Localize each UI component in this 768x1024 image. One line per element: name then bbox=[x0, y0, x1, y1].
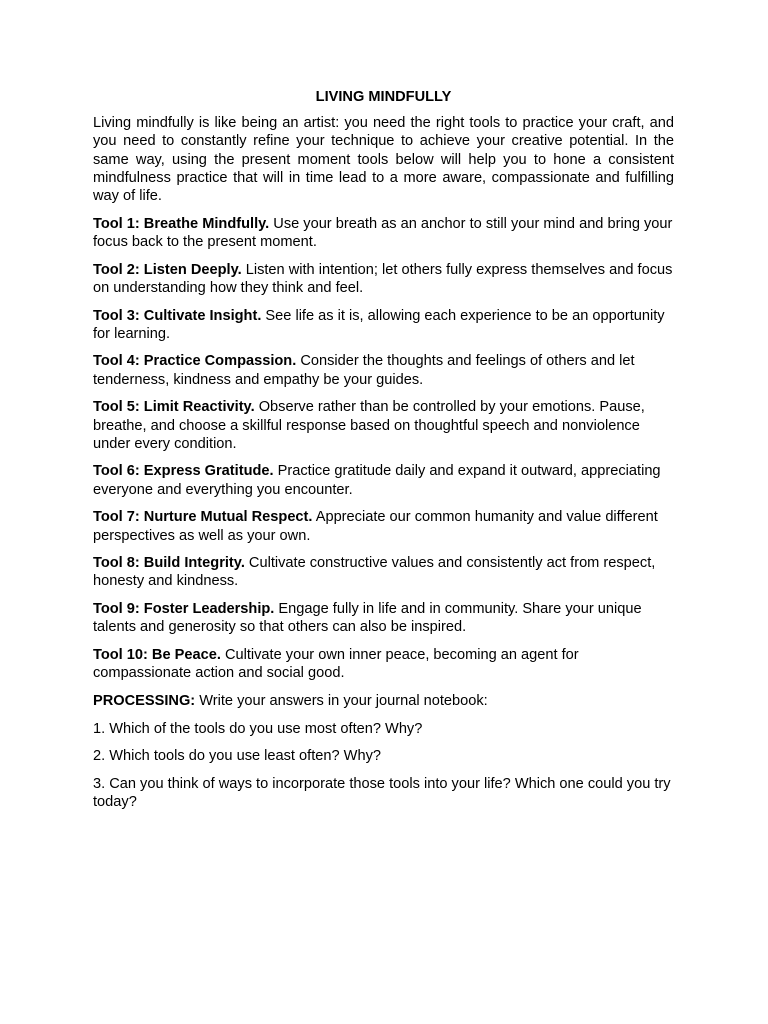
tool-10 bbox=[93, 646, 674, 682]
tool-7-name: Tool 7: Nurture Mutual Respect. bbox=[93, 509, 313, 526]
tool-6 bbox=[93, 462, 674, 498]
intro-paragraph: Living mindfully is like being an artist: you need the right tools to practice your craft, and you need to constantly refine your technique to achieve your creative potential. In the same way, using the present moment tools below will help you to hone a consistent mindfulness practice that will in time lead to a more aware, compassionate and fulfilling way of life. bbox=[93, 115, 674, 205]
document-title: LIVING MINDFULLY bbox=[315, 89, 452, 105]
tool-7 bbox=[93, 508, 674, 544]
tool-8 bbox=[93, 554, 674, 590]
question-1: 1. Which of the tools do you use most often? Why? bbox=[93, 720, 423, 737]
tool-8-name: Tool 8: Build Integrity. bbox=[93, 555, 245, 572]
tool-3-text: See life as it is, allowing each experience to be an opportunity for learning. bbox=[93, 307, 665, 342]
tool-10-name: Tool 10: Be Peace. bbox=[93, 647, 221, 664]
tool-1 bbox=[93, 215, 674, 251]
tool-10-text: Cultivate your own inner peace, becoming an agent for compassionate action and social good. bbox=[93, 647, 579, 682]
tool-4-text: Consider the thoughts and feelings of others and let tenderness, kindness and empathy be your guides. bbox=[93, 353, 635, 388]
document-page bbox=[93, 88, 674, 821]
tool-3-name: Tool 3: Cultivate Insight. bbox=[93, 307, 262, 324]
tool-2-text: Listen with intention; let others fully express themselves and focus on understanding how they think and feel. bbox=[93, 261, 673, 296]
tool-5 bbox=[93, 398, 674, 453]
tool-9-text: Engage fully in life and in community. Share your unique talents and generosity so that others can also be inspired. bbox=[93, 601, 642, 636]
tool-8-text: Cultivate constructive values and consistently act from respect, honesty and kindness. bbox=[93, 555, 656, 590]
tool-1-name: Tool 1: Breathe Mindfully. bbox=[93, 215, 270, 232]
tool-4 bbox=[93, 352, 674, 388]
tool-9-name: Tool 9: Foster Leadership. bbox=[93, 601, 275, 618]
tool-2 bbox=[93, 261, 674, 297]
tool-9 bbox=[93, 600, 674, 636]
tool-7-text: Appreciate our common humanity and value different perspectives as well as your own. bbox=[93, 509, 658, 544]
processing-instructions bbox=[93, 692, 674, 710]
tool-3 bbox=[93, 307, 674, 343]
question-2: 2. Which tools do you use least often? Why? bbox=[93, 748, 381, 765]
tool-6-text: Practice gratitude daily and expand it outward, appreciating everyone and everything you encounter. bbox=[93, 463, 661, 498]
tool-5-text: Observe rather than be controlled by your emotions. Pause, breathe, and choose a skillful response based on thoughtful speech and nonviolence under every condition. bbox=[93, 399, 645, 452]
tool-6-name: Tool 6: Express Gratitude. bbox=[93, 463, 274, 480]
processing-label: PROCESSING: bbox=[93, 692, 196, 709]
processing-text: Write your answers in your journal notebook: bbox=[195, 692, 488, 709]
tool-1-text: Use your breath as an anchor to still your mind and bring your focus back to the present moment. bbox=[93, 215, 673, 250]
question-3: 3. Can you think of ways to incorporate those tools into your life? Which one could you try today? bbox=[93, 776, 671, 811]
tool-4-name: Tool 4: Practice Compassion. bbox=[93, 353, 297, 370]
tool-5-name: Tool 5: Limit Reactivity. bbox=[93, 399, 255, 416]
tool-2-name: Tool 2: Listen Deeply. bbox=[93, 261, 242, 278]
